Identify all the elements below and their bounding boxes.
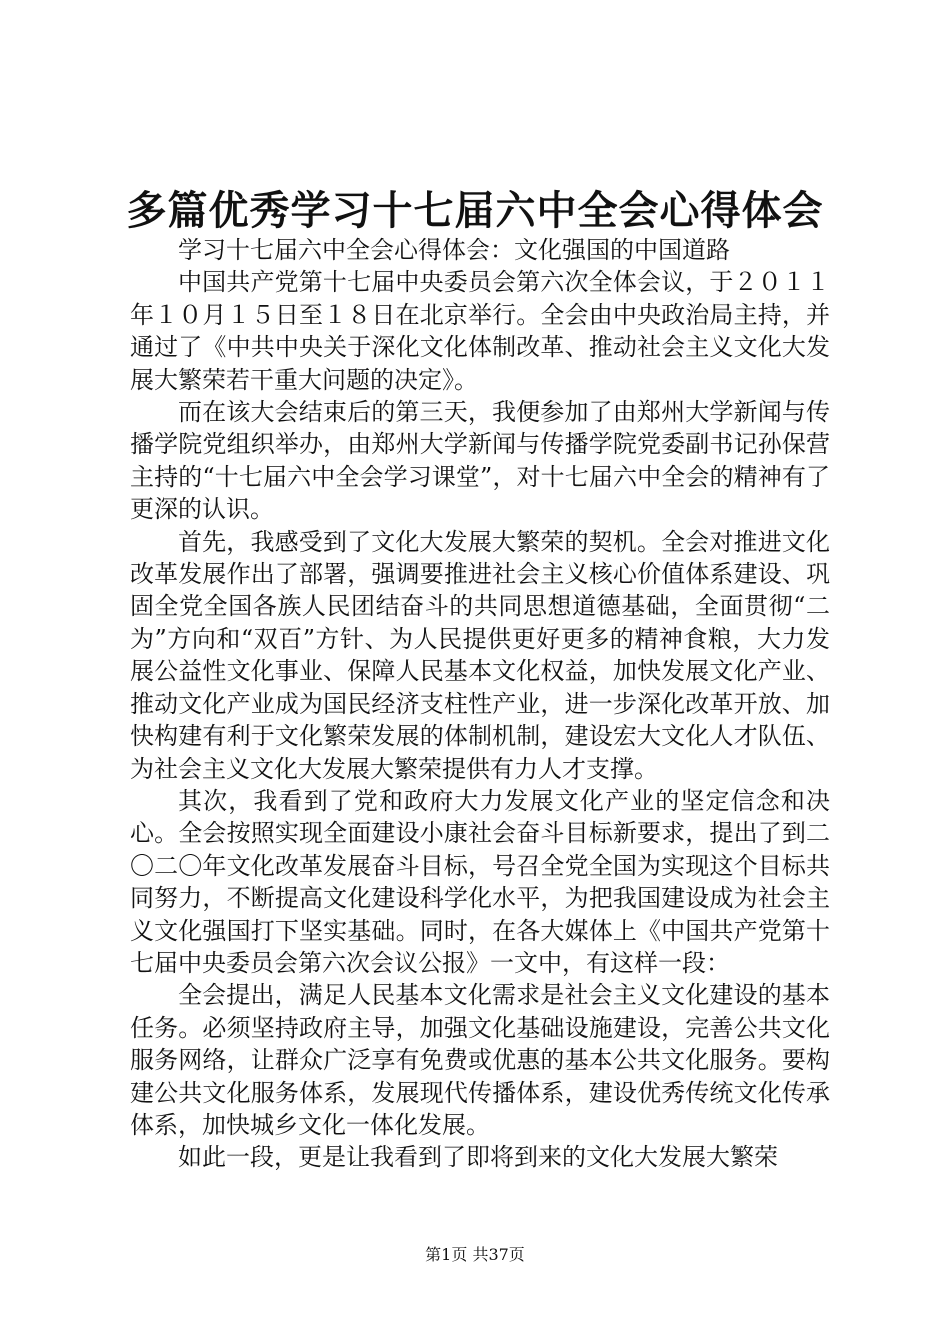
paragraph: 其次，我看到了党和政府大力发展文化产业的坚定信念和决心。全会按照实现全面建设小康社会奋斗目标新要求，提出了到二〇二〇年文化改革发展奋斗目标，号召全党全国为实现这个目标共同努力，不断提高文化建设科学化水平，为把我国建设成为社会主义文化强国打下坚实基础。同时，在各大媒体上《中国共产党第十七届中央委员会第六次会议公报》一文中，有这样一段： [130,786,830,977]
paragraph: 如此一段，更是让我看到了即将到来的文化大发展大繁荣 [178,1143,778,1172]
page-footer: 第1页 共37页 [425,1245,525,1264]
document-subtitle: 学习十七届六中全会心得体会：文化强国的中国道路 [178,236,730,264]
document-body [130,234,830,1174]
paragraph: 全会提出，满足人民基本文化需求是社会主义文化建设的基本任务。必须坚持政府主导，加强文化基础设施建设，完善公共文化服务网络，让群众广泛享有免费或优惠的基本公共文化服务。要构建公共文化服务体系，发展现代传播体系，建设优秀传统文化传承体系，加快城乡文化一体化发展。 [130,981,830,1139]
paragraph: 而在该大会结束后的第三天，我便参加了由郑州大学新闻与传播学院党组织举办，由郑州大学新闻与传播学院党委副书记孙保营主持的“十七届六中全会学习课堂”，对十七届六中全会的精神有了更深的认识。 [130,398,830,524]
paragraph: 首先，我感受到了文化大发展大繁荣的契机。全会对推进文化改革发展作出了部署，强调要推进社会主义核心价值体系建设、巩固全党全国各族人民团结奋斗的共同思想道德基础，全面贯彻“二为”方向和“双百”方针、为人民提供更好更多的精神食粮，大力发展公益性文化事业、保障人民基本文化权益，加快发展文化产业、推动文化产业成为国民经济支柱性产业，进一步深化改革开放、加快构建有利于文化繁荣发展的体制机制，建设宏大文化人才队伍、为社会主义文化大发展大繁荣提供有力人才支撑。 [130,527,830,783]
document-title: 多篇优秀学习十七届六中全会心得体会 [126,188,824,234]
paragraph: 中国共产党第十七届中央委员会第六次全体会议，于２０１１年１０月１５日至１８日在北京举行。全会由中央政治局主持，并通过了《中共中央关于深化文化体制改革、推动社会主义文化大发展大繁荣若干重大问题的决定》。 [130,268,830,394]
